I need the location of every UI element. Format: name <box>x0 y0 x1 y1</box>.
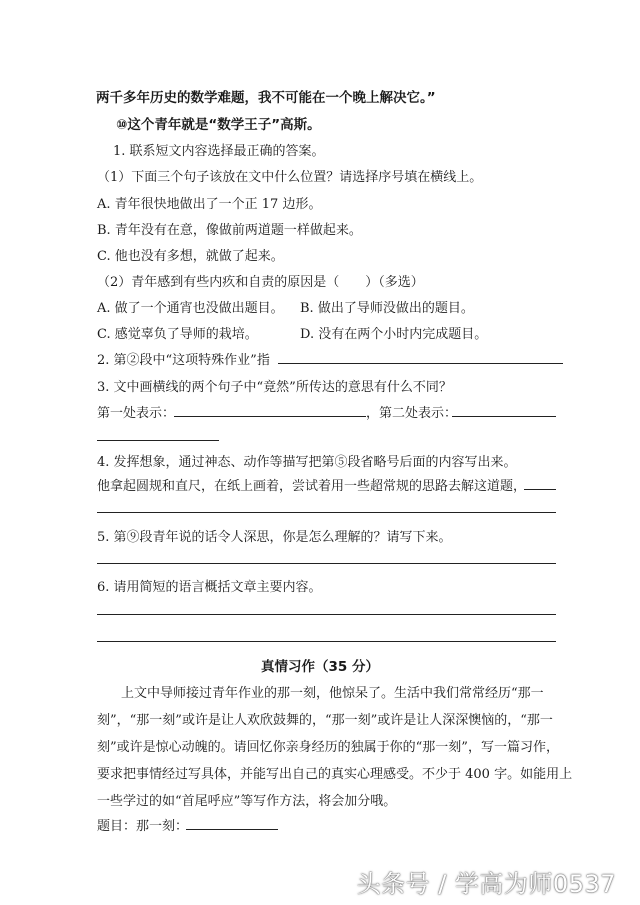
composition-line-3: 刻”或许是惊心动魄的。请回忆你亲身经历的独属于你的“那一刻”，写一篇习作， <box>97 740 559 755</box>
q6-answer-line-1[interactable] <box>97 614 556 615</box>
composition-topic-label: 题目：那一刻： <box>97 819 189 834</box>
q4-text: 4. 发挥想象，通过神态、动作等描写把第⑤段省略号后面的内容写出来。 <box>97 455 517 470</box>
composition-topic-line[interactable] <box>186 829 278 830</box>
q5-text: 5. 第⑨段青年说的话令人深思，你是怎么理解的？请写下来。 <box>97 530 452 545</box>
composition-line-1: 上文中导师接过青年作业的那一刻，他惊呆了。生活中我们常常经历“那一 <box>121 686 544 701</box>
q1-sub1: （1）下面三个句子该放在文中什么位置？请选择序号填在横线上。 <box>97 170 483 185</box>
composition-line-5: 一些学过的如“首尾呼应”等写作方法，将会加分哦。 <box>97 794 397 809</box>
composition-title: 真情习作（35 分） <box>261 659 379 675</box>
q1-option-b: B. 青年没有在意，像做前两道题一样做起来。 <box>97 223 362 238</box>
q1-title: 1. 联系短文内容选择最正确的答案。 <box>113 144 325 159</box>
q3-answer-line-continued[interactable] <box>97 440 219 441</box>
q1-sub2: （2）青年感到有些内疚和自责的原因是（ ）（多选） <box>97 275 424 290</box>
q1-option-c: C. 他也没有多想，就做了起来。 <box>97 249 284 264</box>
composition-line-4: 要求把事情经过写具体，并能写出自己的真实心理感受。不少于 400 字。如能用上 <box>97 767 573 782</box>
q4-answer-line-2[interactable] <box>97 512 556 513</box>
q1-option-a: A. 青年很快地做出了一个正 17 边形。 <box>97 197 322 212</box>
q3-first-answer-line[interactable] <box>174 416 366 417</box>
q4-answer-line-1[interactable] <box>524 489 556 490</box>
q3-text: 3. 文中画横线的两个句子中“竟然”所传达的意思有什么不同？ <box>97 380 452 395</box>
q5-answer-line[interactable] <box>97 563 556 564</box>
q6-text: 6. 请用简短的语言概括文章主要内容。 <box>97 580 322 595</box>
q4-lead: 他拿起圆规和直尺，在纸上画着，尝试着用一些超常规的思路去解这道题， <box>97 479 527 494</box>
q1-choice-d: D. 没有在两个小时内完成题目。 <box>300 327 488 342</box>
q3-second-answer-line[interactable] <box>452 416 556 417</box>
q3-second-label: ，第二处表示： <box>366 406 458 421</box>
q2-answer-line[interactable] <box>278 363 563 364</box>
q2-text: 2. 第②段中“这项特殊作业”指 <box>97 353 270 368</box>
q1-choice-c: C. 感觉辜负了导师的栽培。 <box>97 327 258 342</box>
q3-first-label: 第一处表示： <box>97 406 176 421</box>
composition-line-2: 刻”，“那一刻”或许是让人欢欣鼓舞的，“那一刻”或许是让人深深懊恼的，“那一 <box>97 713 553 728</box>
q1-choice-b: B. 做出了导师没做出的题目。 <box>300 301 474 316</box>
passage-line-2: ⑩这个青年就是“数学王子”高斯。 <box>116 117 321 133</box>
passage-line-1: 两千多年历史的数学难题，我不可能在一个晚上解决它。” <box>96 90 436 106</box>
watermark: 头条号 / 学高为师0537 <box>356 870 616 898</box>
q6-answer-line-2[interactable] <box>97 641 556 642</box>
q1-choice-a: A. 做了一个通宵也没做出题目。 <box>97 301 284 316</box>
